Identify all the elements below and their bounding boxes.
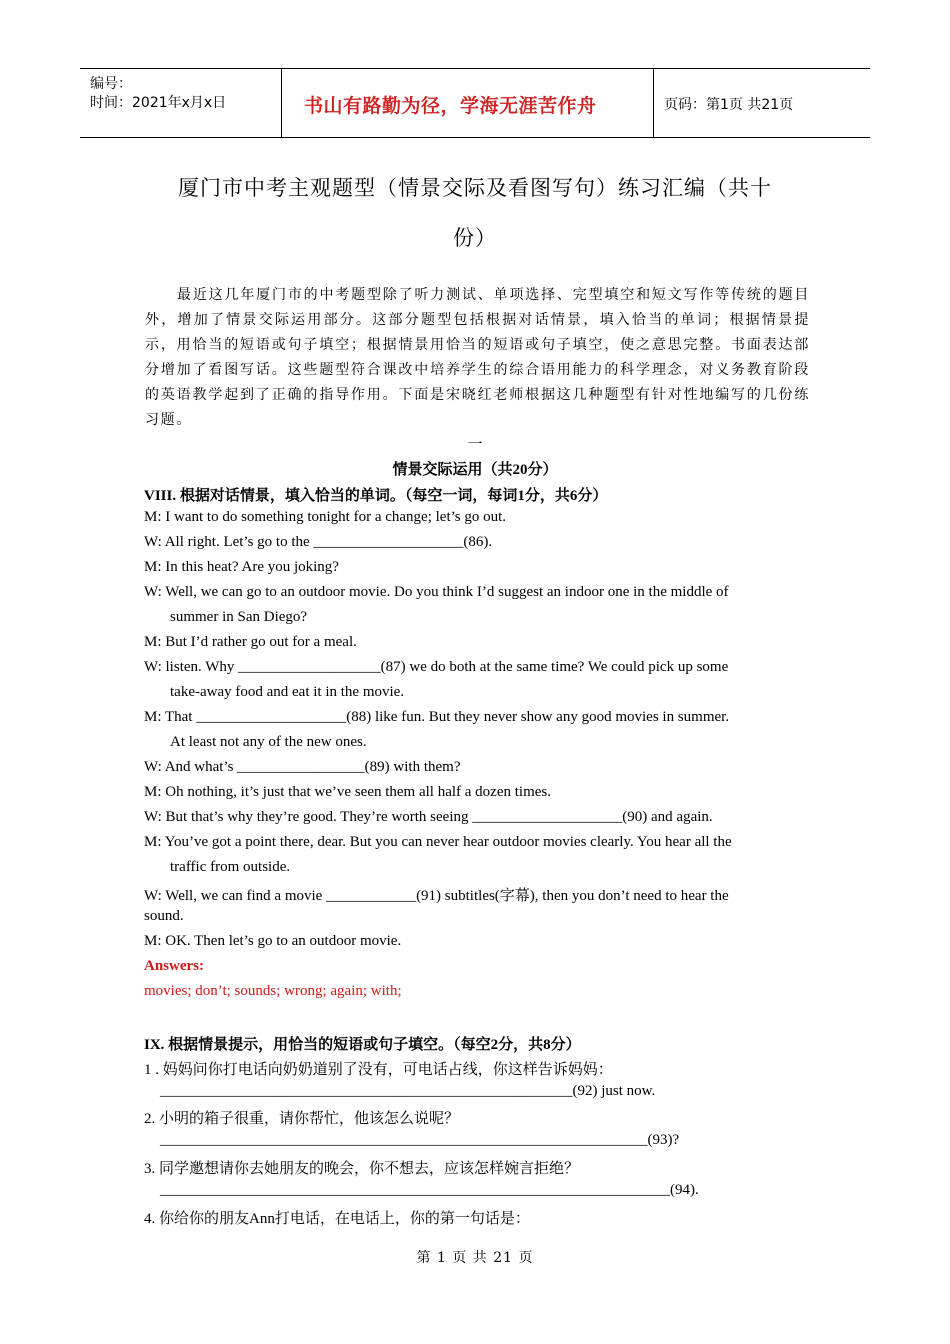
document-date-label: 时间：2021年x月x日 (90, 95, 227, 111)
header-motto-cell (282, 69, 654, 137)
dialogue-line-continued: sound. (144, 908, 184, 924)
question-prompt: 1 . 妈妈问你打电话向奶奶道别了没有，可电话占线，你这样告诉妈妈： (144, 1062, 613, 1078)
dialogue-line: W: listen. Why ___________________(87) we do both at the same time? We could pick up some (144, 659, 729, 675)
part8-heading: VIII. 根据对话情景，填入恰当的单词。（每空一词，每词1分，共6分） (144, 488, 608, 504)
dialogue-line: M: OK. Then let’s go to an outdoor movie. (144, 933, 402, 949)
part9-heading: IX. 根据情景提示，用恰当的短语或句子填空。（每空2分，共8分） (144, 1037, 581, 1053)
section-title: 情景交际运用（共20分） (392, 462, 558, 478)
document-title-line2: 份） (453, 226, 497, 250)
answer-blank: _________________________________________________________________(93)? (160, 1132, 680, 1148)
document-header (80, 68, 870, 138)
document-title-line1: 厦门市中考主观题型（情景交际及看图写句）练习汇编（共十 (178, 176, 772, 200)
dialogue-line: W: All right. Let’s go to the ____________________(86). (144, 534, 493, 550)
dialogue-line: W: Well, we can go to an outdoor movie. Do you think I’d suggest an indoor one in the middle of (144, 584, 729, 600)
dialogue-line: M: But I’d rather go out for a meal. (144, 634, 357, 650)
header-meta-cell (80, 69, 282, 137)
dialogue-line-continued: summer in San Diego? (170, 609, 308, 625)
dialogue-line: M: Oh nothing, it’s just that we’ve seen them all half a dozen times. (144, 784, 551, 800)
question-prompt: 4. 你给你的朋友Ann打电话，在电话上，你的第一句话是： (144, 1211, 530, 1227)
header-motto: 书山有路勤为径，学海无涯苦作舟 (304, 95, 597, 117)
dialogue-line: W: But that’s why they’re good. They’re worth seeing ____________________(90) and again. (144, 809, 713, 825)
answer-blank: _______________________________________________________(92) just now. (160, 1083, 656, 1099)
answers-text: movies; don’t; sounds; wrong; again; with; (144, 983, 402, 999)
header-page-cell (654, 69, 870, 137)
dialogue-line-continued: take-away food and eat it in the movie. (170, 684, 405, 700)
dialogue-line: W: Well, we can find a movie ____________(91) subtitles(字幕), then you don’t need to hear the (144, 888, 729, 904)
page-footer: 第 1 页 共 21 页 (416, 1250, 534, 1266)
header-page-info: 页码：第1页 共21页 (664, 97, 794, 113)
dialogue-line: M: You’ve got a point there, dear. But you can never hear outdoor movies clearly. You hear all the (144, 834, 732, 850)
answer-blank: ____________________________________________________________________(94). (160, 1182, 699, 1198)
question-prompt: 2. 小明的箱子很重，请你帮忙，他该怎么说呢？ (144, 1111, 460, 1127)
dialogue-line-continued: At least not any of the new ones. (170, 734, 367, 750)
dialogue-line: M: That ____________________(88) like fun. But they never show any good movies in summer. (144, 709, 730, 725)
dialogue-line: W: And what’s _________________(89) with them? (144, 759, 461, 775)
document-number-label: 编号： (90, 76, 132, 92)
dialogue-line: M: I want to do something tonight for a change; let’s go out. (144, 509, 507, 525)
answers-label: Answers: (144, 958, 204, 974)
question-prompt: 3. 同学邀想请你去她朋友的晚会，你不想去，应该怎样婉言拒绝？ (144, 1161, 580, 1177)
dialogue-line: M: In this heat? Are you joking? (144, 559, 339, 575)
intro-paragraph: 最近这几年厦门市的中考题型除了听力测试、单项选择、完型填空和短文写作等传统的题目外，增加了情景交际运用部分。这部分题型包括根据对话情景，填入恰当的单词；根据情景提示，用恰当的短语或句子填空；根据情景用恰当的短语或句子填空，使之意思完整。书面表达部分增加了看图写话。这些题型符合课改中培养学生的综合语用能力的科学理念，对义务教育阶段的英语教学起到了正确的指导作用。下面是宋晓红老师根据这几种题型有针对性地编写的几份练习题。 (145, 287, 810, 428)
section-number: 一 (467, 437, 483, 453)
dialogue-line-continued: traffic from outside. (170, 859, 291, 875)
